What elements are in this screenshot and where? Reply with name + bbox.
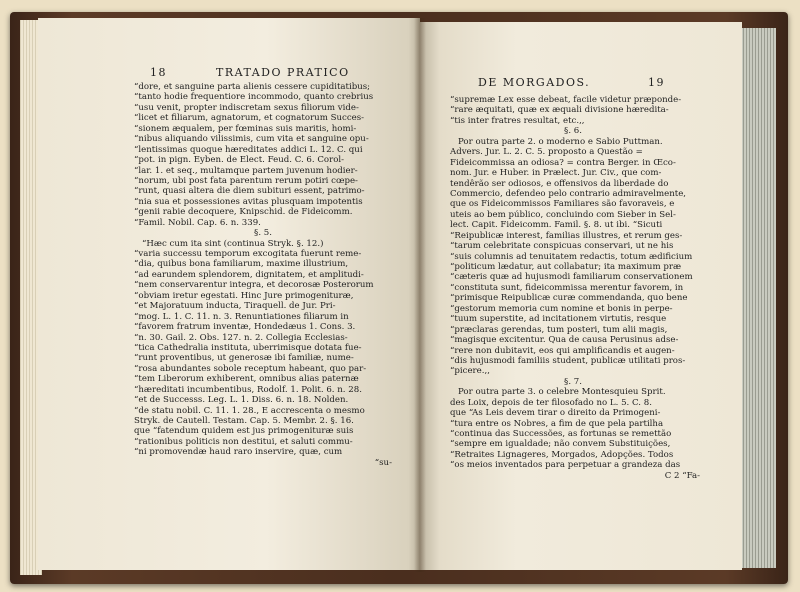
page-edges-right — [740, 28, 776, 568]
text-line: “Famil. Nobil. Cap. 6. n. 339. — [134, 217, 261, 228]
text-line: “de statu nobil. C. 11. 1. 28., E accrescenta o mesmo — [134, 405, 365, 416]
section-heading: §. 6. — [564, 126, 582, 137]
text-line: “tuum superstite, ad incitationem virtutis, resque — [450, 314, 667, 325]
text-line: “n. 30. Gail. 2. Obs. 127. n. 2. Collegia Ecclesias- — [134, 332, 348, 343]
text-line: “primisque Reipublicæ curæ commendanda, quo bene — [450, 293, 688, 304]
text-line: Advers. Jur. L. 2. C. 5. proposto a Questão = — [450, 147, 643, 158]
text-line: que “As Leis devem tirar o direito da Primogeni- — [450, 408, 661, 419]
text-line: Por outra parte 3. o celebre Montesquieu Sprit. — [458, 387, 666, 398]
text-line: “tis inter fratres resultat, etc.,, — [450, 115, 585, 126]
page-number: 18 — [150, 66, 167, 79]
text-line: “Reipublicæ interest, familias illustres, et rerum ges- — [450, 230, 683, 241]
text-line: “tanto hodie frequentiore incommodo, quanto crebrius — [134, 92, 374, 103]
text-line: “rosa abundantes sobole receptum habeant, quo par- — [134, 363, 367, 374]
text-line: “cæteris quæ ad hujusmodi familiarum conservationem — [450, 272, 693, 283]
text-line: “Retraites Lignageres, Morgados, Adopções. Todos — [450, 449, 674, 460]
text-line: “tica Cathedralia instituta, uberrimisque dotata fue- — [134, 342, 362, 353]
page-body — [450, 95, 700, 481]
text-line: “dis hujusmodi familiis student, publicæ utilitati pros- — [450, 355, 686, 366]
text-line: “sempre em igualdade; não convem Substituições, — [450, 439, 671, 450]
text-line: Fideicommissa an odiosa? = contra Berger. in Œco- — [450, 157, 676, 168]
text-line: “sionem æqualem, per fœminas suis maritis, homi- — [134, 123, 357, 134]
text-line: “rare æquitati, quæ ex æquali divisione hæredita- — [450, 105, 669, 116]
text-line: nom. Jur. e Huber. in Prælect. Jur. Civ., que com- — [450, 168, 662, 179]
text-line: que “fatendum quidem est jus primogenituræ suis — [134, 426, 354, 437]
signature-catchword: C 2 “Fa- — [664, 470, 700, 481]
text-line: “dore, et sanguine parta alienis cessere cupiditatibus; — [134, 82, 371, 92]
text-line: “lar. 1. et seq., multamque partem juvenum hodier- — [134, 165, 358, 176]
text-line: des Loix, depois de ter filosofado no L. 5. C. 8. — [450, 397, 652, 408]
text-line: “politicum lædatur, aut collabatur; ita maximum præ — [450, 262, 682, 272]
text-line: “mog. L. 1. C. 11. n. 3. Renuntiationes filiarum in — [134, 311, 349, 322]
text-line: “runt, quasi altera die diem subituri essent, patrimo- — [134, 186, 365, 197]
text-line: “ni promovendæ haud raro inservire, quæ, cum — [134, 447, 343, 458]
text-line: “favorem fratrum inventæ, Hondedæus 1. Cons. 3. — [134, 322, 356, 333]
text-line: Stryk. de Cautell. Testam. Cap. 5. Membr. 2. §. 16. — [134, 416, 354, 426]
text-line: “præclaras gerendas, tum posteri, tum alii magis, — [450, 324, 668, 335]
running-head: TRATADO PRATICO — [216, 66, 350, 79]
text-line: “rationibus politicis non destitui, et saluti commu- — [134, 436, 353, 447]
text-line: “pot. in pign. Eyben. de Elect. Feud. C. 6. Corol- — [134, 155, 345, 166]
running-head: DE MORGADOS. — [478, 76, 591, 89]
text-line: tendêrão ser odiosos, e offensivos da liberdade do — [450, 178, 669, 189]
page-number: 19 — [648, 76, 665, 89]
text-line: “ad earundem splendorem, dignitatem, et amplitudi- — [134, 269, 364, 280]
text-line: “runt proventibus, ut generosæ ibi familiæ, nume- — [134, 353, 354, 364]
text-line: “nem conservarentur integra, et decorosæ Posterorum — [134, 280, 374, 291]
text-line: “picere.,, — [450, 366, 490, 377]
catchword: “su- — [374, 457, 392, 468]
text-line: “varia successu temporum excogitata fuerunt reme- — [134, 249, 362, 259]
text-line: “et de Successs. Leg. L. 1. Diss. 6. n. 18. Nolden. — [134, 395, 349, 406]
text-line: “lentissimas quoque hæreditates addici L. 12. C. qui — [134, 144, 363, 155]
text-line: “tarum celebritate conspicuas conservari, ut ne his — [450, 241, 674, 252]
text-line: “Hæc cum ita sint (continua Stryk. §. 12.) — [142, 238, 324, 249]
text-line: “tura entre os Nobres, a fim de que pela partilha — [450, 418, 664, 429]
text-line: “suis columnis ad tenuitatem redactis, totum ædificium — [450, 251, 693, 262]
text-line: “dia, quibus bona familiarum, maxime illustrium, — [134, 259, 349, 270]
text-line: “magisque excitentur. Qua de causa Perusinus adse- — [450, 335, 679, 346]
text-line: “hæreditati incumbentibus, Rodolf. 1. Polit. 6. n. 28. — [134, 384, 362, 395]
text-line: “et Majoratuum inducta, Tiraquell. de Jur. Pri- — [134, 301, 336, 312]
text-line: “gestorum memoria cum nomine et bonis in perpe- — [450, 303, 673, 314]
section-heading: §. 7. — [564, 376, 582, 387]
text-line: “licet et filiarum, agnatorum, et cognatorum Succes- — [134, 113, 365, 124]
text-line: “continua das Successões, as fortunas se remettão — [450, 429, 672, 439]
text-line: “genii rabie decoquere, Knipschid. de Fideicomm. — [134, 207, 353, 218]
text-line: “obviam iretur egestati. Hinc Jure primogenituræ, — [134, 290, 354, 301]
left-page — [38, 18, 420, 570]
text-line: “nibus aliquando vilissimis, cum vita et sanguine opu- — [134, 134, 369, 145]
section-heading: §. 5. — [254, 228, 272, 239]
text-line: “norum, ubi post fata parentum rerum potiri cœpe- — [134, 175, 358, 186]
text-line: “rere non dubitavit, eos qui amplificandis et augen- — [450, 345, 675, 356]
book-gutter — [414, 18, 426, 572]
text-line: Por outra parte 2. o moderno e Sabio Puttman. — [458, 136, 663, 147]
text-line: “os meios inventados para perpetuar a grandeza das — [450, 460, 681, 471]
text-line: “nia sua et possessiones avitas plusquam impotentis — [134, 196, 363, 207]
page-body — [134, 82, 392, 468]
text-line: “usu venit, propter indiscretam sexus filiorum vide- — [134, 102, 359, 113]
text-line: “constituta sunt, fideicommissa merentur favorem, in — [450, 282, 684, 293]
text-line: Commercio, defendeo pelo contrario admiravelmente, — [450, 188, 687, 199]
text-line: “tem Liberorum exhiberent, omnibus alias paternæ — [134, 374, 359, 385]
right-page — [420, 22, 742, 570]
text-line: “supremæ Lex esse debeat, facile videtur præponde- — [450, 95, 682, 105]
text-line: uteis ao bem público, concluindo com Sieber in Sel- — [450, 209, 676, 220]
text-line: que os Fideicommissos Familiares são favoraveis, e — [450, 199, 675, 210]
text-line: lect. Capit. Fideicomm. Famil. §. 8. ut ibi. “Sicuti — [450, 220, 663, 231]
